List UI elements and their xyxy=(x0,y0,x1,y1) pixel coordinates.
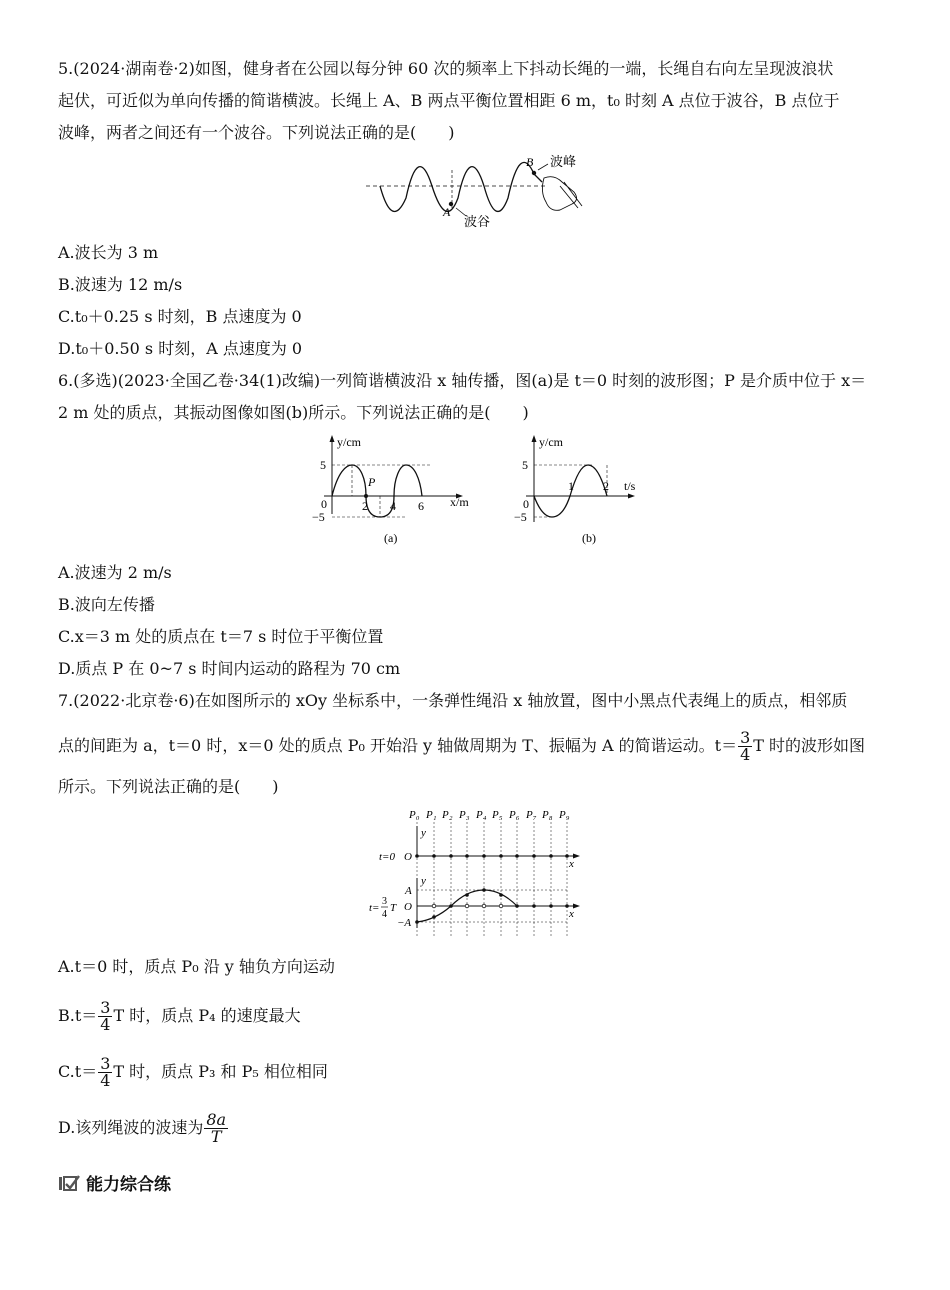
q6a-ytick-neg: −5 xyxy=(312,510,325,524)
q7-option-c xyxy=(58,1056,328,1089)
q5-wave xyxy=(380,162,542,211)
q7-label-P3: P₃ xyxy=(459,809,470,821)
q7-option-b-fraction xyxy=(98,1000,112,1033)
q7-stem-line2-b: T 时的波形如图 xyxy=(753,736,866,755)
q7-option-d-den: T xyxy=(210,1127,222,1146)
q7-option-b-num: 3 xyxy=(100,998,111,1017)
q7-option-c-pre: C.t＝ xyxy=(58,1062,98,1081)
q7-label-P5: P₅ xyxy=(492,809,503,821)
q7-row2-T: T xyxy=(390,902,397,914)
q5-option-b: B.波速为 12 m/s xyxy=(58,275,183,294)
q7-frac-den: 4 xyxy=(740,745,751,764)
q6b-xtick-1: 1 xyxy=(568,479,574,493)
q7-row1-x: x xyxy=(569,858,574,870)
q7-stem-line1: 7.(2022·北京卷·6)在如图所示的 xOy 坐标系中，一条弹性绳沿 x 轴放置，图中小黑点代表绳上的质点，相邻质 xyxy=(58,691,848,710)
q7-option-b-pre: B.t＝ xyxy=(58,1006,98,1025)
hand-icon xyxy=(542,177,582,211)
q7-frac-num: 3 xyxy=(740,728,751,747)
q7-row2-x: x xyxy=(569,908,574,920)
q6-option-b: B.波向左传播 xyxy=(58,595,155,614)
q7-label-P6: P₆ xyxy=(509,809,520,821)
q5-option-c: C.t₀＋0.25 s 时刻，B 点速度为 0 xyxy=(58,307,302,326)
q6a-xtick-2: 2 xyxy=(362,499,368,513)
q5-label-peak: 波峰 xyxy=(550,154,577,169)
q7-row2-num: 3 xyxy=(382,896,387,907)
q7-label-P1: P₁ xyxy=(426,809,437,821)
q6a-label-P: P xyxy=(368,475,376,489)
q7-row1-O: O xyxy=(404,851,412,863)
q6a-ylabel: y/cm xyxy=(337,435,361,449)
q5-label-A: A xyxy=(443,205,451,219)
q7-row2-y: y xyxy=(421,875,426,887)
section-title: 能力综合练 xyxy=(86,1175,171,1195)
q7-option-d-fraction xyxy=(204,1112,228,1145)
q7-label-P4: P₄ xyxy=(476,809,487,821)
q7-row2-den: 4 xyxy=(382,909,387,920)
q7-option-a: A.t＝0 时，质点 P₀ 沿 y 轴负方向运动 xyxy=(58,957,335,976)
q7-label-P8: P₈ xyxy=(542,809,553,821)
q6a-point-P xyxy=(364,494,368,498)
q7-row2-A: A xyxy=(405,885,412,897)
q6b-xlabel: t/s xyxy=(624,479,636,493)
q6-figure-a xyxy=(310,432,480,550)
q7-figure xyxy=(365,804,590,944)
q5-stem-line1: 5.(2024·湖南卷·2)如图，健身者在公园以每分钟 60 次的频率上下抖动长绳的一端，长绳自右向左呈现波浪状 xyxy=(58,59,834,78)
q7-option-c-den: 4 xyxy=(100,1071,111,1090)
q7-row1-label: t=0 xyxy=(379,851,395,863)
section-header xyxy=(58,1170,171,1195)
q7-option-c-fraction xyxy=(98,1056,112,1089)
q5-option-a: A.波长为 3 m xyxy=(58,243,159,262)
q7-row2-O: O xyxy=(404,901,412,913)
q6-stem-line1: 6.(多选)(2023·全国乙卷·34(1)改编)一列简谐横波沿 x 轴传播，图(a)是 t＝0 时刻的波形图；P 是介质中位于 x＝ xyxy=(58,371,867,390)
q7-option-b-post: T 时，质点 P₄ 的速度最大 xyxy=(113,1006,301,1025)
q5-option-d: D.t₀＋0.50 s 时刻，A 点速度为 0 xyxy=(58,339,303,358)
q6b-xtick-2: 2 xyxy=(603,479,609,493)
q5-label-trough: 波谷 xyxy=(464,214,491,229)
q6a-wave xyxy=(332,465,422,517)
q5-stem-line3: 波峰，两者之间还有一个波谷。下列说法正确的是( ) xyxy=(58,123,455,142)
q5-figure xyxy=(360,152,600,232)
q6b-caption: (b) xyxy=(582,531,596,545)
q7-label-P0: P₀ xyxy=(409,809,420,821)
q7-option-d xyxy=(58,1112,229,1145)
q6-figure-b xyxy=(512,432,652,550)
q7-label-P2: P₂ xyxy=(442,809,453,821)
q7-label-P9: P₉ xyxy=(559,809,570,821)
q5-point-B xyxy=(532,171,536,175)
q6a-xtick-4: 4 xyxy=(390,499,396,513)
q6b-ytick-neg: −5 xyxy=(514,510,527,524)
q7-stem-line2 xyxy=(58,730,865,763)
q6-option-a: A.波速为 2 m/s xyxy=(58,563,172,582)
q6a-ytick-pos: 5 xyxy=(320,458,326,472)
q7-option-b xyxy=(58,1000,301,1033)
q7-label-P7: P₇ xyxy=(526,809,537,821)
q6b-ylabel: y/cm xyxy=(539,435,563,449)
q7-stem-line3: 所示。下列说法正确的是( ) xyxy=(58,777,279,796)
q7-option-d-pre: D.该列绳波的波速为 xyxy=(58,1118,204,1137)
q6a-caption: (a) xyxy=(384,531,398,545)
q7-option-c-num: 3 xyxy=(100,1054,111,1073)
q7-row2-negA: −A xyxy=(397,917,412,929)
q7-row1-y: y xyxy=(421,827,426,839)
q6b-origin: 0 xyxy=(523,497,529,511)
q5-label-B: B xyxy=(526,155,534,169)
q7-option-b-den: 4 xyxy=(100,1015,111,1034)
q6a-xtick-6: 6 xyxy=(418,499,424,513)
q6a-xlabel: x/m xyxy=(450,495,469,509)
q6b-ytick-pos: 5 xyxy=(522,458,528,472)
q6-option-c: C.x＝3 m 处的质点在 t＝7 s 时位于平衡位置 xyxy=(58,627,384,646)
q5-stem-line2: 起伏，可近似为单向传播的简谐横波。长绳上 A、B 两点平衡位置相距 6 m，t₀ 时刻 A 点位于波谷，B 点位于 xyxy=(58,91,840,110)
q7-row2-t: t= xyxy=(369,902,380,914)
checkmark-icon xyxy=(58,1174,80,1192)
q7-stem-fraction xyxy=(738,730,752,763)
q6-option-d: D.质点 P 在 0~7 s 时间内运动的路程为 70 cm xyxy=(58,659,401,678)
q7-option-d-num: 8a xyxy=(206,1110,227,1129)
q7-stem-line2-a: 点的间距为 a，t＝0 时，x＝0 处的质点 P₀ 开始沿 y 轴做周期为 T、振幅为 A 的简谐运动。t＝ xyxy=(58,736,738,755)
q6-stem-line2: 2 m 处的质点，其振动图像如图(b)所示。下列说法正确的是( ) xyxy=(58,403,529,422)
q7-option-c-post: T 时，质点 P₃ 和 P₅ 相位相同 xyxy=(113,1062,328,1081)
q6a-origin: 0 xyxy=(321,497,327,511)
